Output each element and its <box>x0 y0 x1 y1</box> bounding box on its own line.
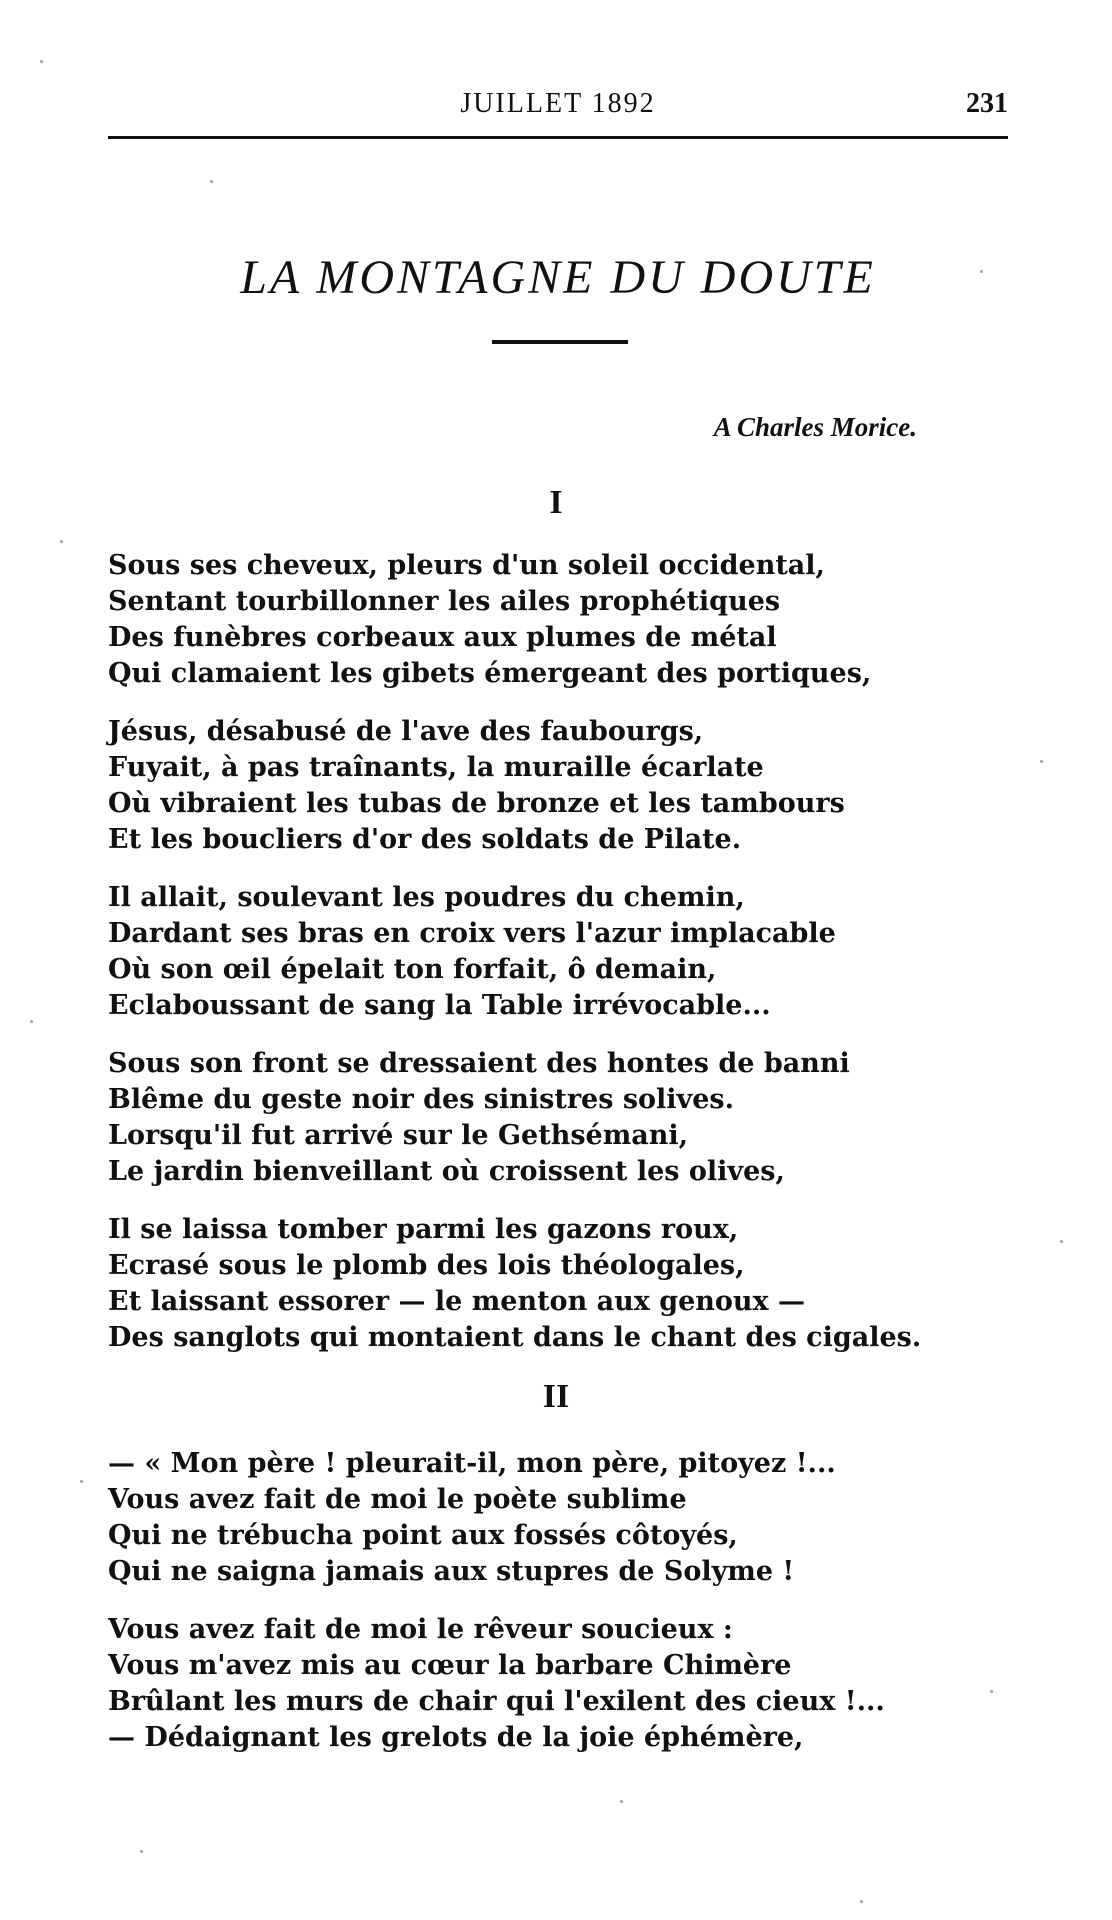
stanza <box>108 548 1028 692</box>
verse-line: Des sanglots qui montaient dans le chant des cigales. <box>108 1322 922 1353</box>
paper-speck <box>860 1900 863 1903</box>
verse-line: Où vibraient les tubas de bronze et les tambours <box>108 788 845 819</box>
stanza <box>108 1446 1028 1590</box>
paper-speck <box>1060 1240 1063 1243</box>
verse-line: Sous ses cheveux, pleurs d'un soleil occidental, <box>108 550 825 581</box>
stanza <box>108 1212 1028 1356</box>
paper-speck <box>40 60 43 63</box>
verse-line: Il se laissa tomber parmi les gazons roux, <box>108 1214 739 1245</box>
verse-line: Et laissant essorer — le menton aux genoux — <box>108 1286 806 1317</box>
verse-line: — « Mon père ! pleurait-il, mon père, pitoyez !... <box>108 1448 836 1479</box>
verse-line: Des funèbres corbeaux aux plumes de métal <box>108 622 777 653</box>
verse-line: Blême du geste noir des sinistres solives. <box>108 1084 735 1115</box>
verse-line: Vous m'avez mis au cœur la barbare Chimère <box>108 1650 792 1681</box>
stanza <box>108 1612 1028 1756</box>
verse-line: — Dédaignant les grelots de la joie éphémère, <box>108 1722 804 1753</box>
section-numeral-2: II <box>542 1378 570 1415</box>
verse-line: Il allait, soulevant les poudres du chemin, <box>108 882 745 913</box>
verse-line: Vous avez fait de moi le poète sublime <box>108 1484 687 1515</box>
verse-line: Lorsqu'il fut arrivé sur le Gethsémani, <box>108 1120 689 1151</box>
header-rule <box>108 136 1008 139</box>
verse-line: Jésus, désabusé de l'ave des faubourgs, <box>108 716 704 747</box>
poem-section-1 <box>108 548 1028 1378</box>
poem-section-2 <box>108 1446 1028 1778</box>
verse-line: Et les boucliers d'or des soldats de Pilate. <box>108 824 742 855</box>
verse-line: Où son œil épelait ton forfait, ô demain, <box>108 954 717 985</box>
running-head <box>108 88 1008 128</box>
paper-speck <box>990 1690 993 1693</box>
paper-speck <box>30 1020 33 1023</box>
stanza <box>108 880 1028 1024</box>
verse-line: Fuyait, à pas traînants, la muraille écarlate <box>108 752 764 783</box>
paper-speck <box>60 540 63 543</box>
section-numeral-1: I <box>549 484 563 521</box>
stanza <box>108 714 1028 858</box>
stanza <box>108 1046 1028 1190</box>
title-rule <box>492 340 628 344</box>
paper-speck <box>620 1800 623 1803</box>
paper-speck <box>140 1850 143 1853</box>
verse-line: Qui ne saigna jamais aux stupres de Solyme ! <box>108 1556 795 1587</box>
running-title: JUILLET 1892 <box>460 88 656 119</box>
paper-speck <box>80 1480 83 1483</box>
verse-line: Brûlant les murs de chair qui l'exilent des cieux !... <box>108 1686 885 1717</box>
verse-line: Eclaboussant de sang la Table irrévocable... <box>108 990 771 1021</box>
verse-line: Dardant ses bras en croix vers l'azur implacable <box>108 918 836 949</box>
verse-line: Qui clamaient les gibets émergeant des portiques, <box>108 658 872 689</box>
verse-line: Sentant tourbillonner les ailes prophétiques <box>108 586 781 617</box>
poem-title: LA MONTAGNE DU DOUTE <box>240 251 876 304</box>
verse-line: Ecrasé sous le plomb des lois théologales, <box>108 1250 745 1281</box>
paper-speck <box>210 180 213 183</box>
paper-speck <box>980 270 983 273</box>
verse-line: Vous avez fait de moi le rêveur soucieux : <box>108 1614 733 1645</box>
verse-line: Qui ne trébucha point aux fossés côtoyés, <box>108 1520 738 1551</box>
dedication: A Charles Morice. <box>713 412 917 442</box>
verse-line: Le jardin bienveillant où croissent les olives, <box>108 1156 785 1187</box>
verse-line: Sous son front se dressaient des hontes de banni <box>108 1048 850 1079</box>
page-number: 231 <box>966 88 1008 119</box>
paper-speck <box>1040 760 1043 763</box>
